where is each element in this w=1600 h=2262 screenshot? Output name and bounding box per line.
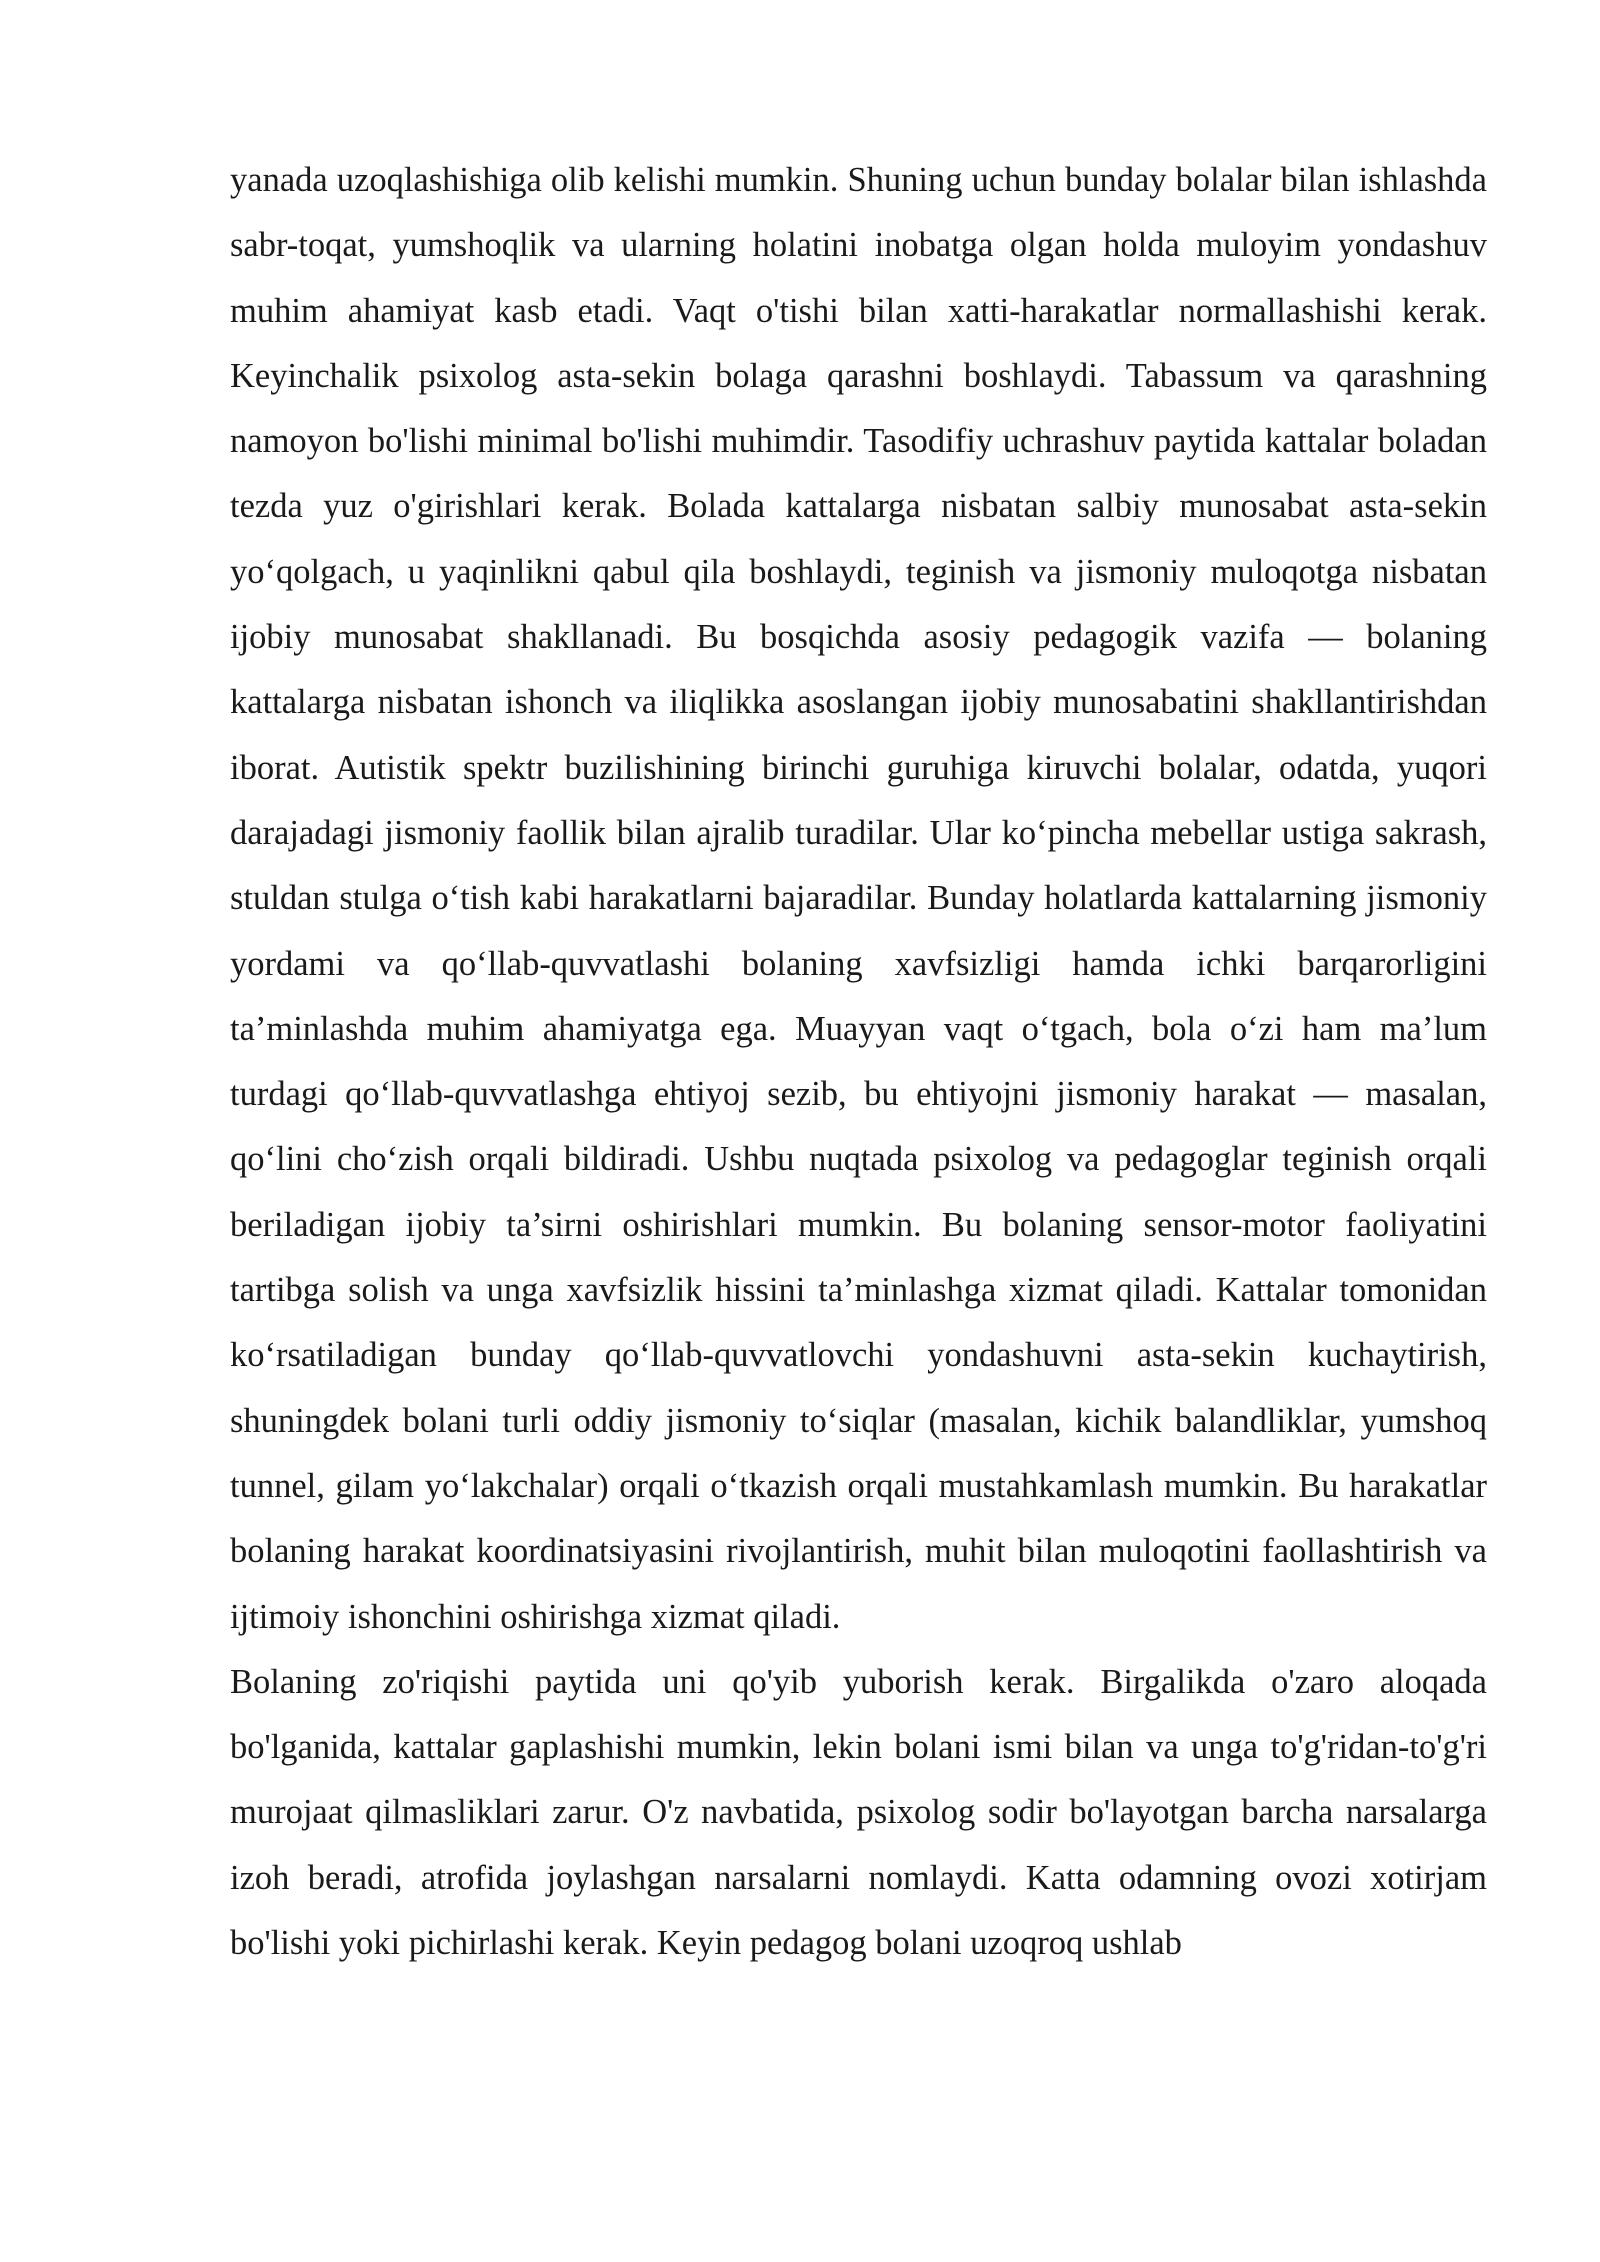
paragraph-1: yanada uzoqlashishiga olib kelishi mumkin. Shuning uchun bunday bolalar bilan ishlashda sabr-toqat, yumshoqlik va ularning holatini inobatga olgan holda muloyim yondashuv muhim ahamiyat kasb etadi. Vaqt o'tishi bilan xatti-harakatlar normallashishi kerak. Keyinchalik psixolog asta-sekin bolaga qarashni boshlaydi. Tabassum va qarashning namoyon bo'lishi minimal bo'lishi muhimdir. Tasodifiy uchrashuv paytida kattalar boladan tezda yuz o'girishlari kerak. Bolada kattalarga nisbatan salbiy munosabat asta-sekin yo‘qolgach, u yaqinlikni qabul qila boshlaydi, teginish va jismoniy muloqotga nisbatan ijobiy munosabat shakllanadi. Bu bosqichda asosiy pedagogik vazifa — bolaning kattalarga nisbatan ishonch va iliqlikka asoslangan ijobiy munosabatini shakllantirishdan iborat. Autistik spektr buzilishining birinchi guruhiga kiruvchi bolalar, odatda, yuqori darajadagi jismoniy faollik bilan ajralib turadilar. Ular ko‘pincha mebellar ustiga sakrash, stuldan stulga o‘tish kabi harakatlarni bajaradilar. Bunday holatlarda kattalarning jismoniy yordami va qo‘llab-quvvatlashi bolaning xavfsizligi hamda ichki barqarorligini ta’minlashda muhim ahamiyatga ega. Muayyan vaqt o‘tgach, bola o‘zi ham ma’lum turdagi qo‘llab-quvvatlashga ehtiyoj sezib, bu ehtiyojni jismoniy harakat — masalan, qo‘lini cho‘zish orqali bildiradi. Ushbu nuqtada psixolog va pedagoglar teginish orqali beriladigan ijobiy ta’sirni oshirishlari mumkin. Bu bolaning sensor-motor faoliyatini tartibga solish va unga xavfsizlik hissini ta’minlashga xizmat qiladi. Kattalar tomonidan ko‘rsatiladigan bunday qo‘llab-quvvatlovchi yondashuvni asta-sekin kuchaytirish, shuningdek bolani turli oddiy jismoniy to‘siqlar (masalan, kichik balandliklar, yumshoq tunnel, gilam yo‘lakchalar) orqali o‘tkazish orqali mustahkamlash mumkin. Bu harakatlar bolaning harakat koordinatsiyasini rivojlantirish, muhit bilan muloqotini faollashtirish va ijtimoiy ishonchini oshirishga xizmat qiladi. — [230, 161, 1487, 1636]
body-text — [230, 148, 1487, 1976]
paragraph-2: Bolaning zo'riqishi paytida uni qo'yib yuborish kerak. Birgalikda o'zaro aloqada bo'lganida, kattalar gaplashishi mumkin, lekin bolani ismi bilan va unga to'g'ridan-to'g'ri murojaat qilmasliklari zarur. O'z navbatida, psixolog sodir bo'layotgan barcha narsalarga izoh beradi, atrofida joylashgan narsalarni nomlaydi. Katta odamning ovozi xotirjam bo'lishi yoki pichirlashi kerak. Keyin pedagog bolani uzoqroq ushlab — [230, 1662, 1487, 1963]
